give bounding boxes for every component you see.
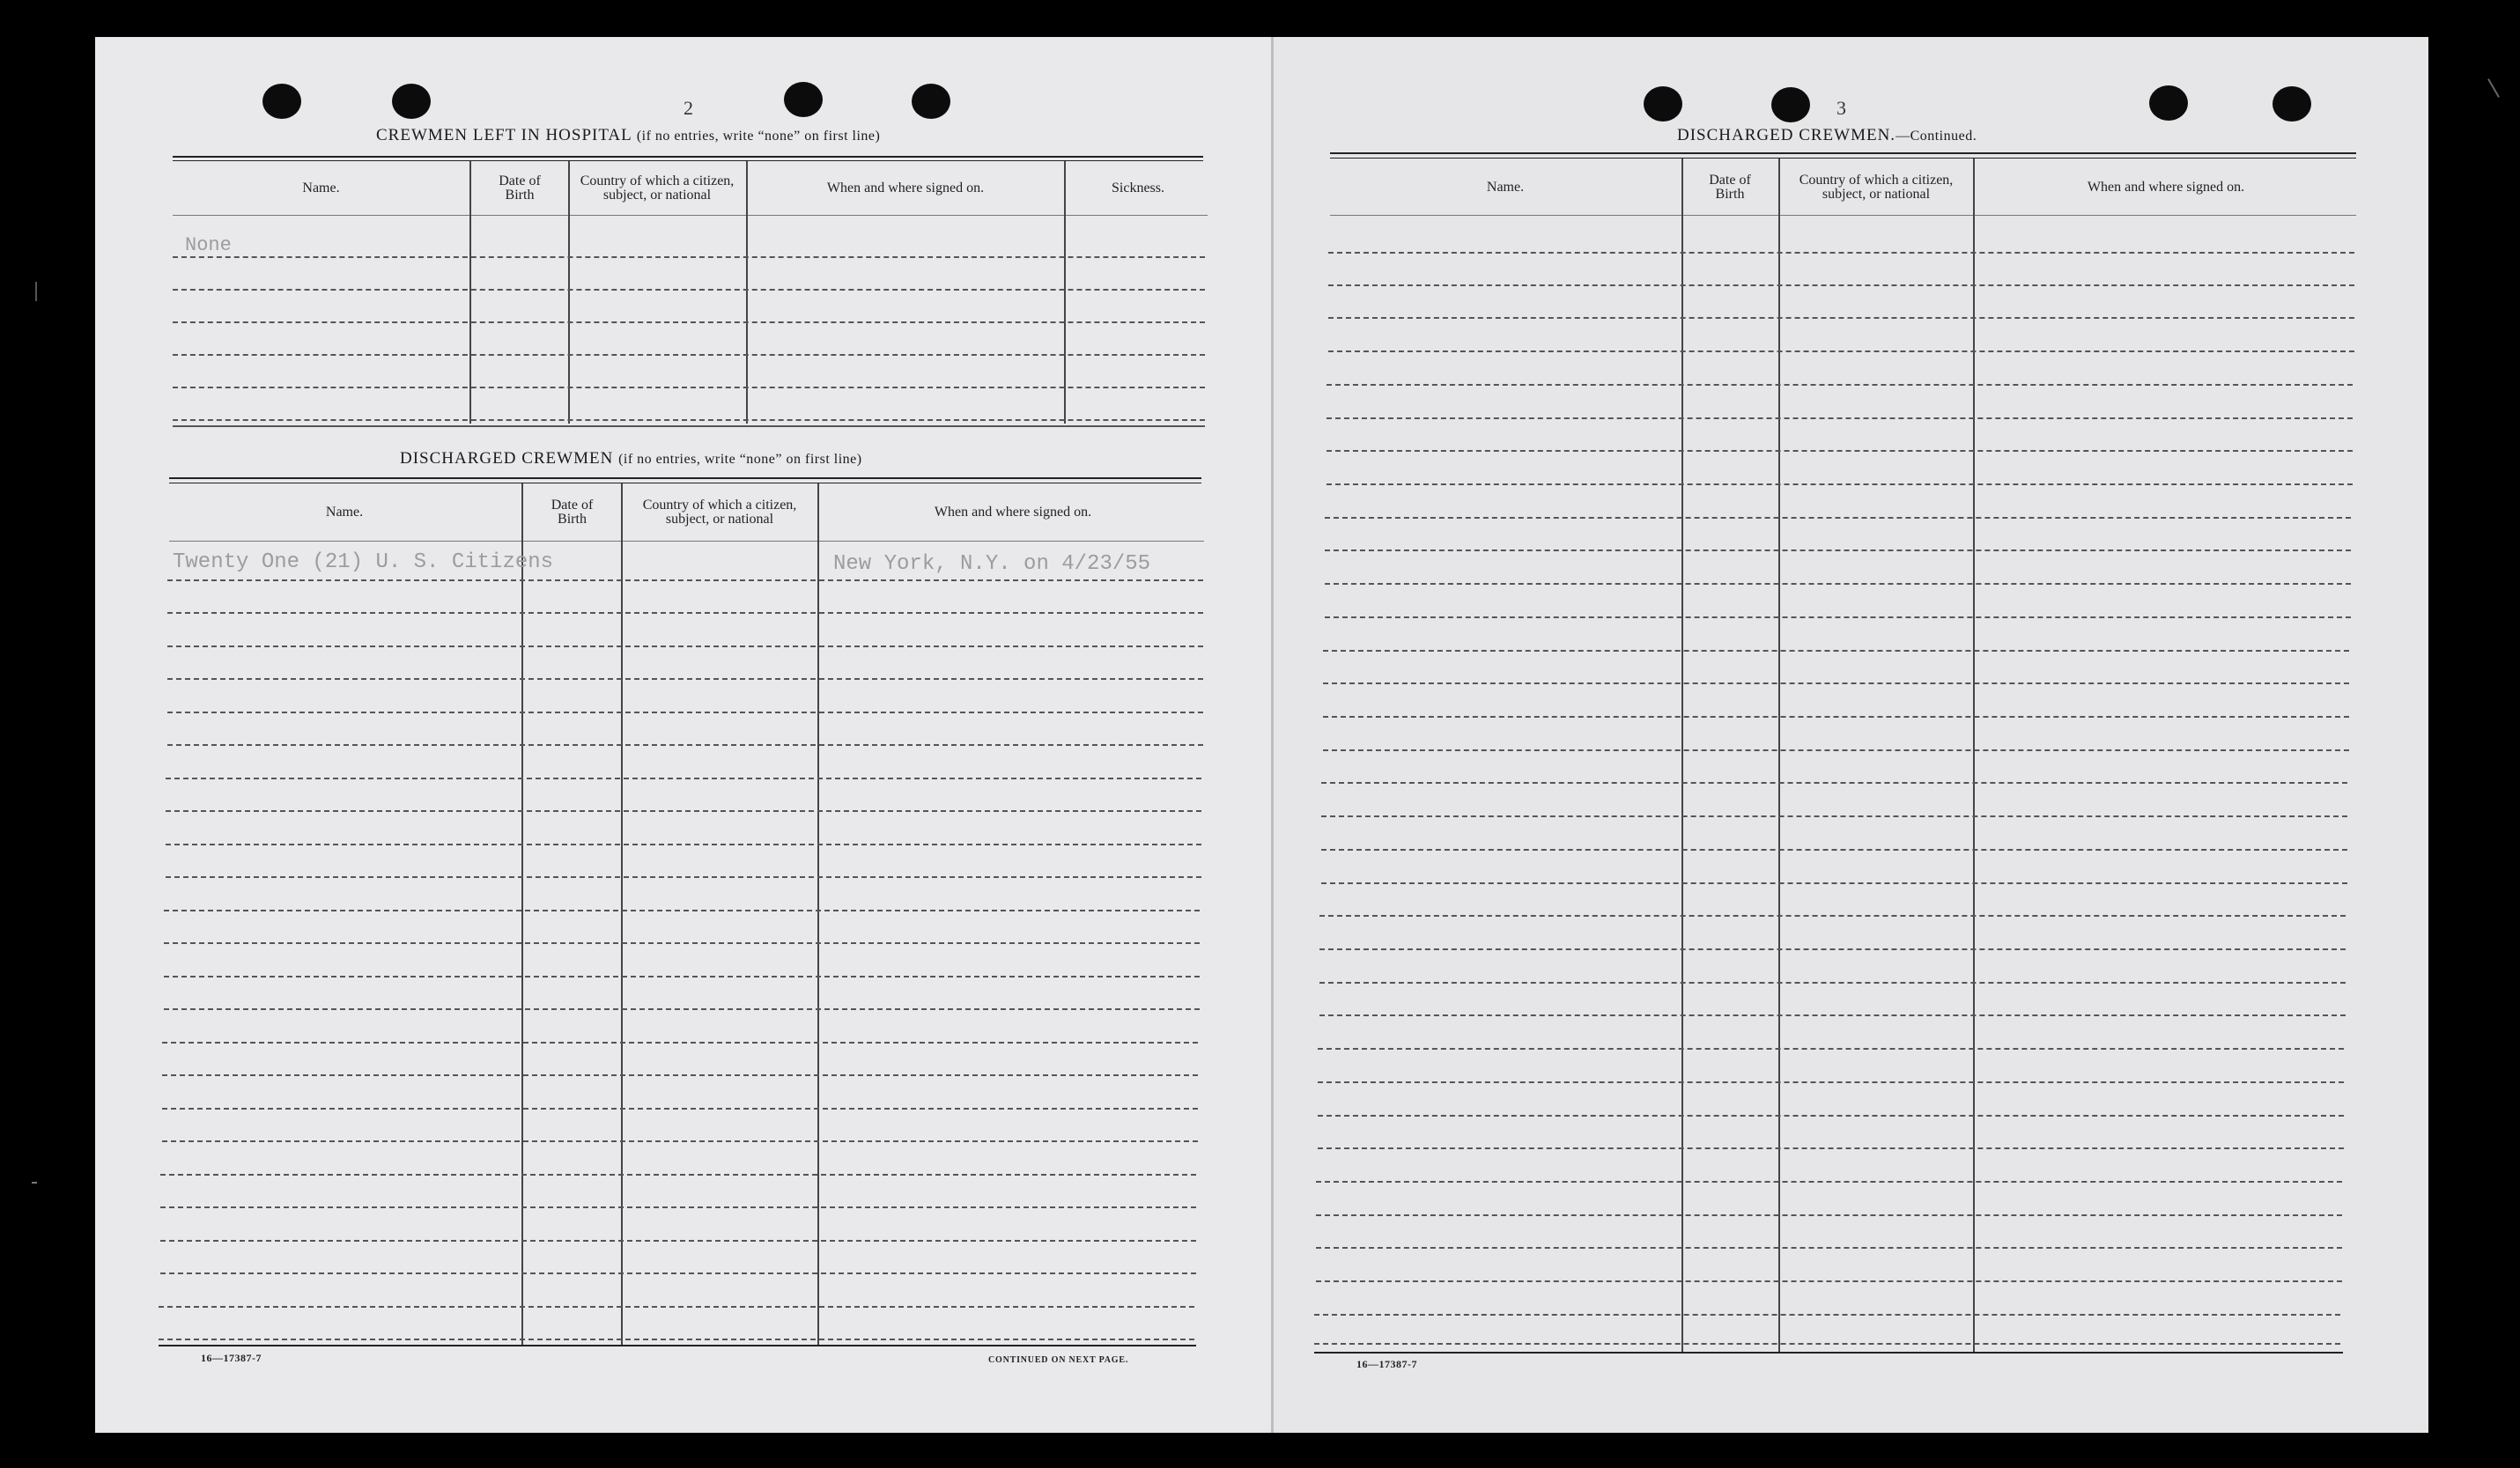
entry-line xyxy=(1327,483,2353,485)
entry-line xyxy=(1323,682,2349,684)
entry-line xyxy=(173,321,1205,323)
right-top-rule xyxy=(1330,152,2356,154)
discharged-continued-text: DISCHARGED CREWMEN. xyxy=(1677,126,1896,144)
entry-line xyxy=(1319,982,2346,984)
entry-line xyxy=(167,645,1203,647)
entry-line xyxy=(1319,948,2346,950)
punch-hole xyxy=(1644,86,1682,122)
column-header-date-of-birth: Date of Birth xyxy=(499,173,541,203)
hospital-bottom-rule xyxy=(173,425,1205,427)
discharged-top-rule xyxy=(169,477,1201,479)
entry-line xyxy=(164,910,1200,911)
entry-line xyxy=(167,612,1203,614)
left-page xyxy=(95,37,1275,1433)
entry-line xyxy=(162,1108,1198,1110)
punch-hole xyxy=(392,84,431,119)
hospital-header-rule xyxy=(173,215,1208,216)
entry-line xyxy=(164,942,1200,944)
form-code: 16—17387-7 xyxy=(201,1352,262,1364)
entry-line xyxy=(160,1240,1196,1242)
entry-line xyxy=(1325,517,2351,519)
hospital-top-rule xyxy=(173,156,1203,158)
entry-line xyxy=(167,744,1203,746)
entry-line xyxy=(167,712,1203,713)
page-fold xyxy=(1271,37,1274,1433)
entry-line xyxy=(166,844,1201,845)
right-bottom-rule xyxy=(1314,1352,2343,1354)
scan-mark xyxy=(32,1182,37,1184)
discharged-continued-suffix: —Continued. xyxy=(1896,129,1977,144)
punch-hole xyxy=(2149,85,2188,121)
column-header-signed-on: When and where signed on. xyxy=(2087,180,2245,195)
column-header-date-of-birth: Date of Birth xyxy=(551,498,594,527)
discharged-entry-signed-on: New York, N.Y. on 4/23/55 xyxy=(833,552,1151,576)
hospital-top-rule xyxy=(173,160,1203,161)
entry-line xyxy=(167,678,1203,680)
column-divider xyxy=(1778,159,1780,1354)
entry-line xyxy=(1325,616,2351,618)
column-header-name: Name. xyxy=(1486,180,1525,195)
punch-hole xyxy=(784,82,823,117)
column-divider xyxy=(1064,161,1066,424)
entry-line xyxy=(1314,1314,2340,1316)
entry-line xyxy=(173,289,1205,291)
entry-line xyxy=(162,1074,1198,1076)
column-divider xyxy=(469,161,471,424)
entry-line xyxy=(166,778,1201,779)
entry-line xyxy=(1327,450,2353,452)
entry-line xyxy=(1316,1247,2342,1249)
entry-line xyxy=(1323,749,2349,751)
entry-line xyxy=(1321,782,2347,784)
continued-note: CONTINUED ON NEXT PAGE. xyxy=(988,1355,1129,1365)
entry-line xyxy=(1314,1343,2340,1345)
entry-line xyxy=(1323,716,2349,718)
entry-line xyxy=(166,876,1201,878)
column-divider xyxy=(1681,159,1683,1354)
entry-line xyxy=(164,1008,1200,1010)
punch-hole xyxy=(2272,86,2311,122)
column-header-country: Country of which a citizen, subject, or national xyxy=(1799,173,1954,202)
hospital-title-instruction: (if no entries, write “none” on first line) xyxy=(636,129,881,144)
entry-line xyxy=(1327,417,2353,419)
discharged-bottom-rule xyxy=(159,1345,1196,1346)
entry-line xyxy=(1321,815,2347,817)
entry-line xyxy=(164,976,1200,977)
column-header-country: Country of which a citizen, subject, or national xyxy=(580,173,735,203)
column-divider xyxy=(1973,159,1975,1354)
entry-line xyxy=(159,1339,1194,1340)
entry-line xyxy=(1318,1048,2344,1050)
entry-line xyxy=(160,1174,1196,1176)
entry-line xyxy=(1318,1147,2344,1149)
column-header-name: Name. xyxy=(302,181,340,195)
entry-line xyxy=(162,1042,1198,1044)
column-divider xyxy=(568,161,570,424)
entry-line xyxy=(1318,1081,2344,1083)
entry-line xyxy=(167,579,1203,581)
entry-line xyxy=(1325,583,2351,585)
right-header-rule xyxy=(1330,215,2356,216)
entry-line xyxy=(1316,1280,2342,1282)
scan-mark xyxy=(2487,78,2500,98)
entry-line xyxy=(1316,1181,2342,1183)
page-number: 3 xyxy=(1836,97,1846,119)
column-header-date-of-birth: Date of Birth xyxy=(1709,173,1751,202)
column-header-country: Country of which a citizen, subject, or national xyxy=(642,498,797,527)
column-header-sickness: Sickness. xyxy=(1112,181,1164,195)
hospital-title-text: CREWMEN LEFT IN HOSPITAL xyxy=(376,126,632,144)
scan-mark xyxy=(35,282,37,301)
entry-line xyxy=(1323,650,2349,652)
column-divider xyxy=(746,161,748,424)
discharged-section-title xyxy=(400,449,862,468)
entry-line xyxy=(1327,384,2353,386)
punch-hole xyxy=(912,84,950,119)
entry-line xyxy=(1318,1115,2344,1117)
entry-line xyxy=(1316,1214,2342,1216)
entry-line xyxy=(166,810,1201,812)
entry-line xyxy=(1328,252,2354,254)
entry-line xyxy=(162,1140,1198,1142)
discharged-title-text: DISCHARGED CREWMEN xyxy=(400,449,614,468)
entry-line xyxy=(160,1206,1196,1208)
entry-line xyxy=(1319,1014,2346,1016)
entry-line xyxy=(1325,550,2351,551)
entry-line xyxy=(1328,317,2354,319)
discharged-title-instruction: (if no entries, write “none” on first line) xyxy=(618,452,862,467)
punch-hole xyxy=(262,84,301,119)
right-top-rule xyxy=(1330,158,2356,159)
entry-line xyxy=(1321,849,2347,851)
entry-line xyxy=(1328,284,2354,286)
entry-line xyxy=(173,256,1205,258)
entry-line xyxy=(1321,882,2347,884)
hospital-section-title xyxy=(376,126,880,145)
right-page xyxy=(1270,37,2428,1433)
entry-line xyxy=(173,354,1205,356)
column-header-name: Name. xyxy=(325,505,364,520)
discharged-header-rule xyxy=(169,541,1204,542)
entry-line xyxy=(160,1273,1196,1274)
discharged-entry-name: Twenty One (21) U. S. Citizens xyxy=(173,550,554,574)
discharged-continued-title xyxy=(1677,126,1977,145)
entry-line xyxy=(1319,915,2346,917)
form-code: 16—17387-7 xyxy=(1356,1358,1417,1370)
page-number: 2 xyxy=(684,97,693,119)
entry-line xyxy=(173,419,1205,421)
entry-line xyxy=(159,1306,1194,1308)
column-header-signed-on: When and where signed on. xyxy=(934,505,1092,520)
column-header-signed-on: When and where signed on. xyxy=(826,181,985,195)
punch-hole xyxy=(1771,87,1810,122)
hospital-entry-name: None xyxy=(185,234,232,256)
entry-line xyxy=(173,387,1205,388)
entry-line xyxy=(1328,350,2354,352)
